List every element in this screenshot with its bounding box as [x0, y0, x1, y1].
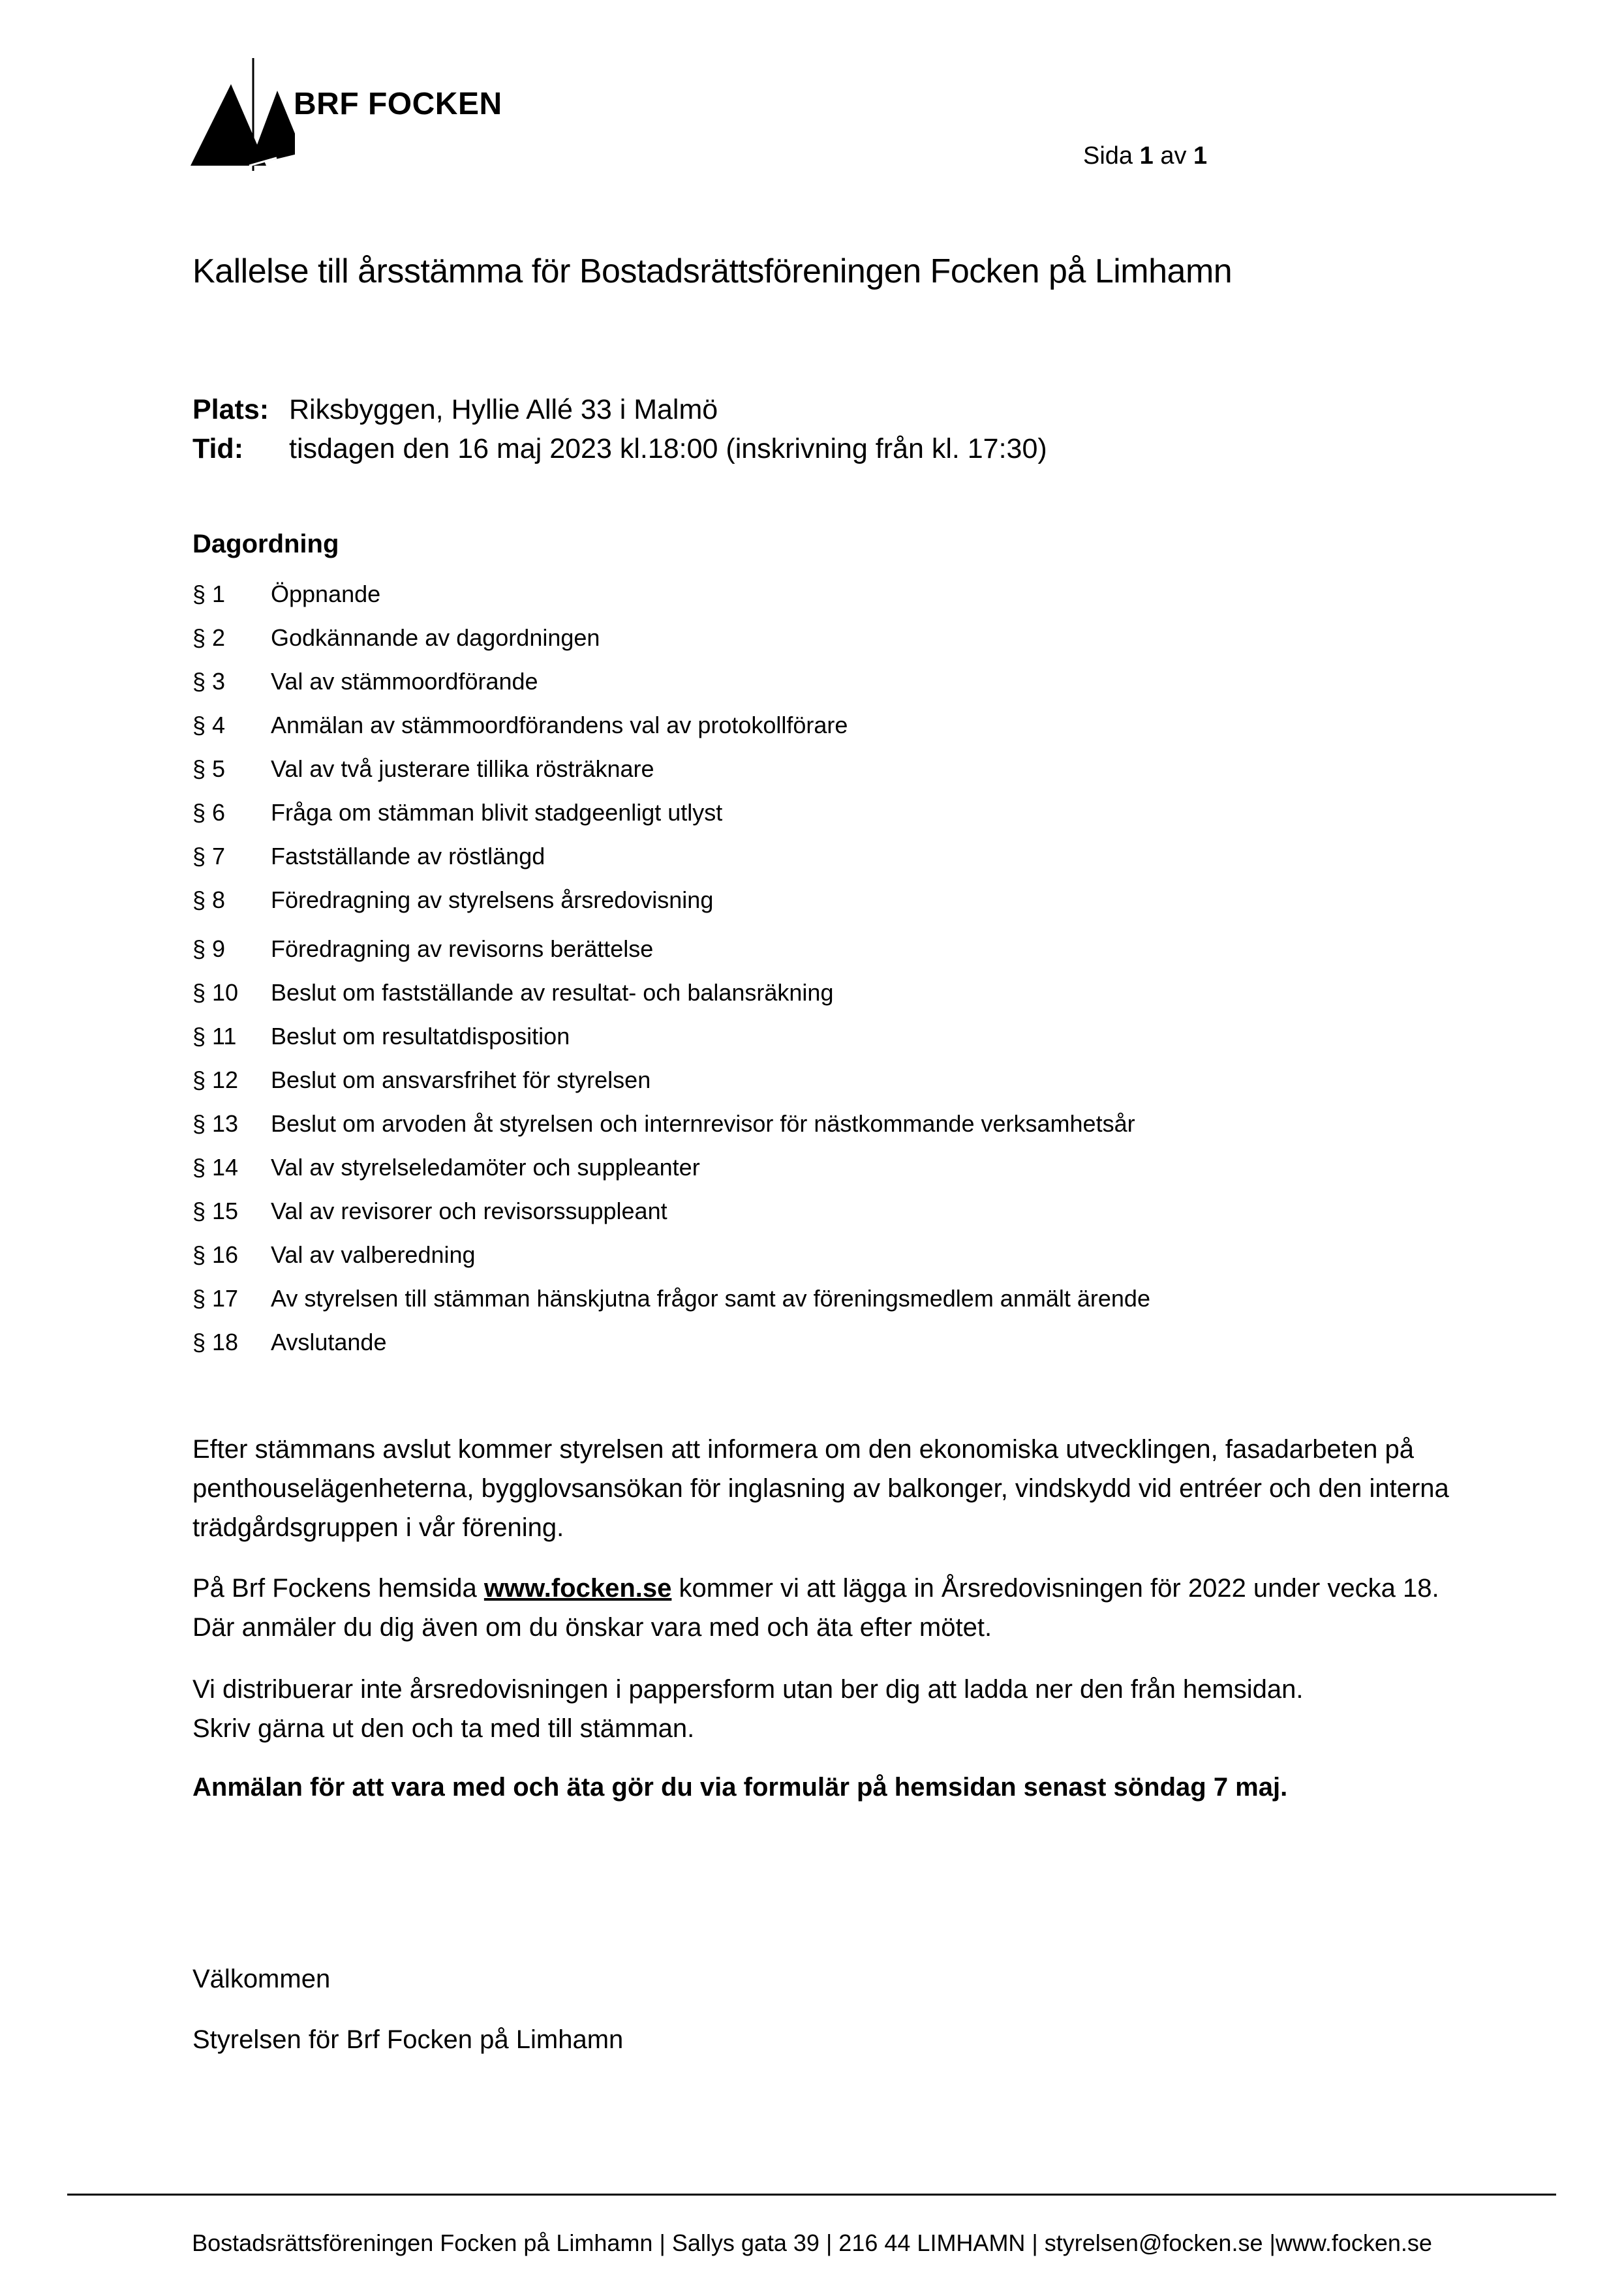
agenda-item-text: Godkännande av dagordningen: [271, 624, 600, 651]
agenda-item-text: Val av valberedning: [271, 1241, 476, 1268]
agenda-item-text: Öppnande: [271, 581, 381, 607]
footer-contact: Bostadsrättsföreningen Focken på Limhamn | Sallys gata 39 | 216 44 LIMHAMN | styrelsen@focken.se |www.focken.se: [192, 2229, 1432, 2256]
agenda-item: [192, 668, 538, 695]
agenda-item: [192, 799, 722, 826]
agenda-item-number: § 11: [192, 1023, 237, 1050]
page-prefix: Sida: [1083, 142, 1133, 170]
agenda-item-number: § 3: [192, 668, 226, 695]
agenda-item: [192, 1329, 386, 1356]
agenda-item-number: § 7: [192, 843, 226, 869]
time-value: tisdagen den 16 maj 2023 kl.18:00 (inskrivning från kl. 17:30): [289, 433, 1047, 464]
agenda-item: [192, 755, 654, 783]
page-total: 1: [1193, 142, 1208, 170]
agenda-item-number: § 16: [192, 1241, 239, 1268]
info-paragraph: Efter stämmans avslut kommer styrelsen att informera om den ekonomiska utvecklingen, fasadarbeten på penthouselägenheterna, bygglovsansökan för inglasning av balkonger, vindskydd vid entréer och den interna trädgårdsgruppen i vår förening.: [192, 1435, 1449, 1542]
agenda-item-text: Beslut om fastställande av resultat- och balansräkning: [271, 979, 834, 1006]
time-row: [192, 433, 1047, 465]
agenda-item: [192, 935, 653, 963]
agenda-item-text: Val av stämmoordförande: [271, 668, 538, 695]
welcome-text: Välkommen: [192, 1965, 331, 1993]
agenda-item-number: § 4: [192, 712, 226, 738]
footer-divider: [67, 2194, 1556, 2196]
website-paragraph-start: På Brf Fockens hemsida: [192, 1574, 484, 1603]
agenda-item: [192, 1023, 570, 1050]
agenda-item: [192, 979, 833, 1006]
page-current: 1: [1139, 142, 1154, 170]
agenda-item-number: § 9: [192, 935, 226, 962]
brf-focken-logo: [191, 55, 517, 172]
agenda-item-number: § 8: [192, 886, 226, 913]
agenda-item-text: Beslut om ansvarsfrihet för styrelsen: [271, 1066, 651, 1093]
agenda-item: [192, 712, 848, 739]
agenda-item-text: Val av två justerare tillika rösträknare: [271, 755, 654, 782]
agenda-item: [192, 624, 600, 652]
agenda-item-number: § 17: [192, 1285, 239, 1312]
agenda-heading: Dagordning: [192, 530, 339, 558]
agenda-item-text: Av styrelsen till stämman hänskjutna frågor samt av föreningsmedlem anmält ärende: [271, 1285, 1150, 1312]
agenda-item-number: § 12: [192, 1066, 239, 1093]
agenda-item-text: Val av revisorer och revisorssuppleant: [271, 1198, 667, 1224]
time-label: Tid:: [192, 433, 244, 464]
agenda-item-number: § 18: [192, 1329, 239, 1355]
agenda-item: [192, 1241, 476, 1269]
agenda-item-text: Fråga om stämman blivit stadgeenligt utlyst: [271, 799, 723, 826]
website-link[interactable]: www.focken.se: [483, 1574, 672, 1603]
page-separator: av: [1160, 142, 1187, 170]
distribution-paragraph: [192, 1670, 1471, 1748]
agenda-item-number: § 6: [192, 799, 226, 826]
place-label: Plats:: [192, 394, 269, 425]
distribution-line-1: Vi distribuerar inte årsredovisningen i pappersform utan ber dig att ladda ner den från hemsidan.: [192, 1675, 1304, 1704]
agenda-item-number: § 5: [192, 755, 226, 782]
sailboat-logo-icon: [191, 55, 295, 172]
agenda-item: [192, 886, 713, 914]
agenda-item-number: § 14: [192, 1154, 239, 1181]
website-paragraph-end: kommer vi att lägga in Årsredovisningen för 2022 under vecka 18. Där anmäler du dig även om du önskar vara med och äta efter mötet.: [192, 1574, 1439, 1642]
agenda-item: [192, 581, 380, 608]
agenda-item-text: Val av styrelseledamöter och suppleanter: [271, 1154, 700, 1181]
agenda-item: [192, 1198, 667, 1225]
signature: Styrelsen för Brf Focken på Limhamn: [192, 2025, 624, 2054]
agenda-item: [192, 1066, 651, 1094]
agenda-item: [192, 1154, 700, 1181]
agenda-item-text: Beslut om resultatdisposition: [271, 1023, 570, 1050]
registration-notice: Anmälan för att vara med och äta gör du via formulär på hemsidan senast söndag 7 maj.: [192, 1773, 1288, 1802]
agenda-item-text: Anmälan av stämmoordförandens val av protokollförare: [271, 712, 848, 738]
distribution-line-2: Skriv gärna ut den och ta med till stämman.: [192, 1714, 695, 1743]
agenda-item: [192, 1110, 1135, 1138]
agenda-item: [192, 1285, 1150, 1312]
page-indicator: [1083, 142, 1207, 170]
agenda-item: [192, 843, 545, 870]
document-title: Kallelse till årsstämma för Bostadsrättsföreningen Focken på Limhamn: [192, 252, 1233, 290]
website-paragraph: [192, 1569, 1471, 1647]
agenda-item-text: Fastställande av röstlängd: [271, 843, 545, 869]
agenda-item-text: Beslut om arvoden åt styrelsen och internrevisor för nästkommande verksamhetsår: [271, 1110, 1135, 1137]
agenda-item-number: § 1: [192, 581, 226, 607]
agenda-item-number: § 15: [192, 1198, 239, 1224]
agenda-item-number: § 2: [192, 624, 226, 651]
agenda-item-number: § 13: [192, 1110, 239, 1137]
logo-text: BRF FOCKEN: [294, 87, 502, 121]
agenda-item-text: Föredragning av revisorns berättelse: [271, 935, 654, 962]
agenda-item-number: § 10: [192, 979, 239, 1006]
place-row: [192, 394, 718, 426]
agenda-item-text: Avslutande: [271, 1329, 387, 1355]
place-value: Riksbyggen, Hyllie Allé 33 i Malmö: [289, 394, 718, 425]
agenda-item-text: Föredragning av styrelsens årsredovisning: [271, 886, 714, 913]
